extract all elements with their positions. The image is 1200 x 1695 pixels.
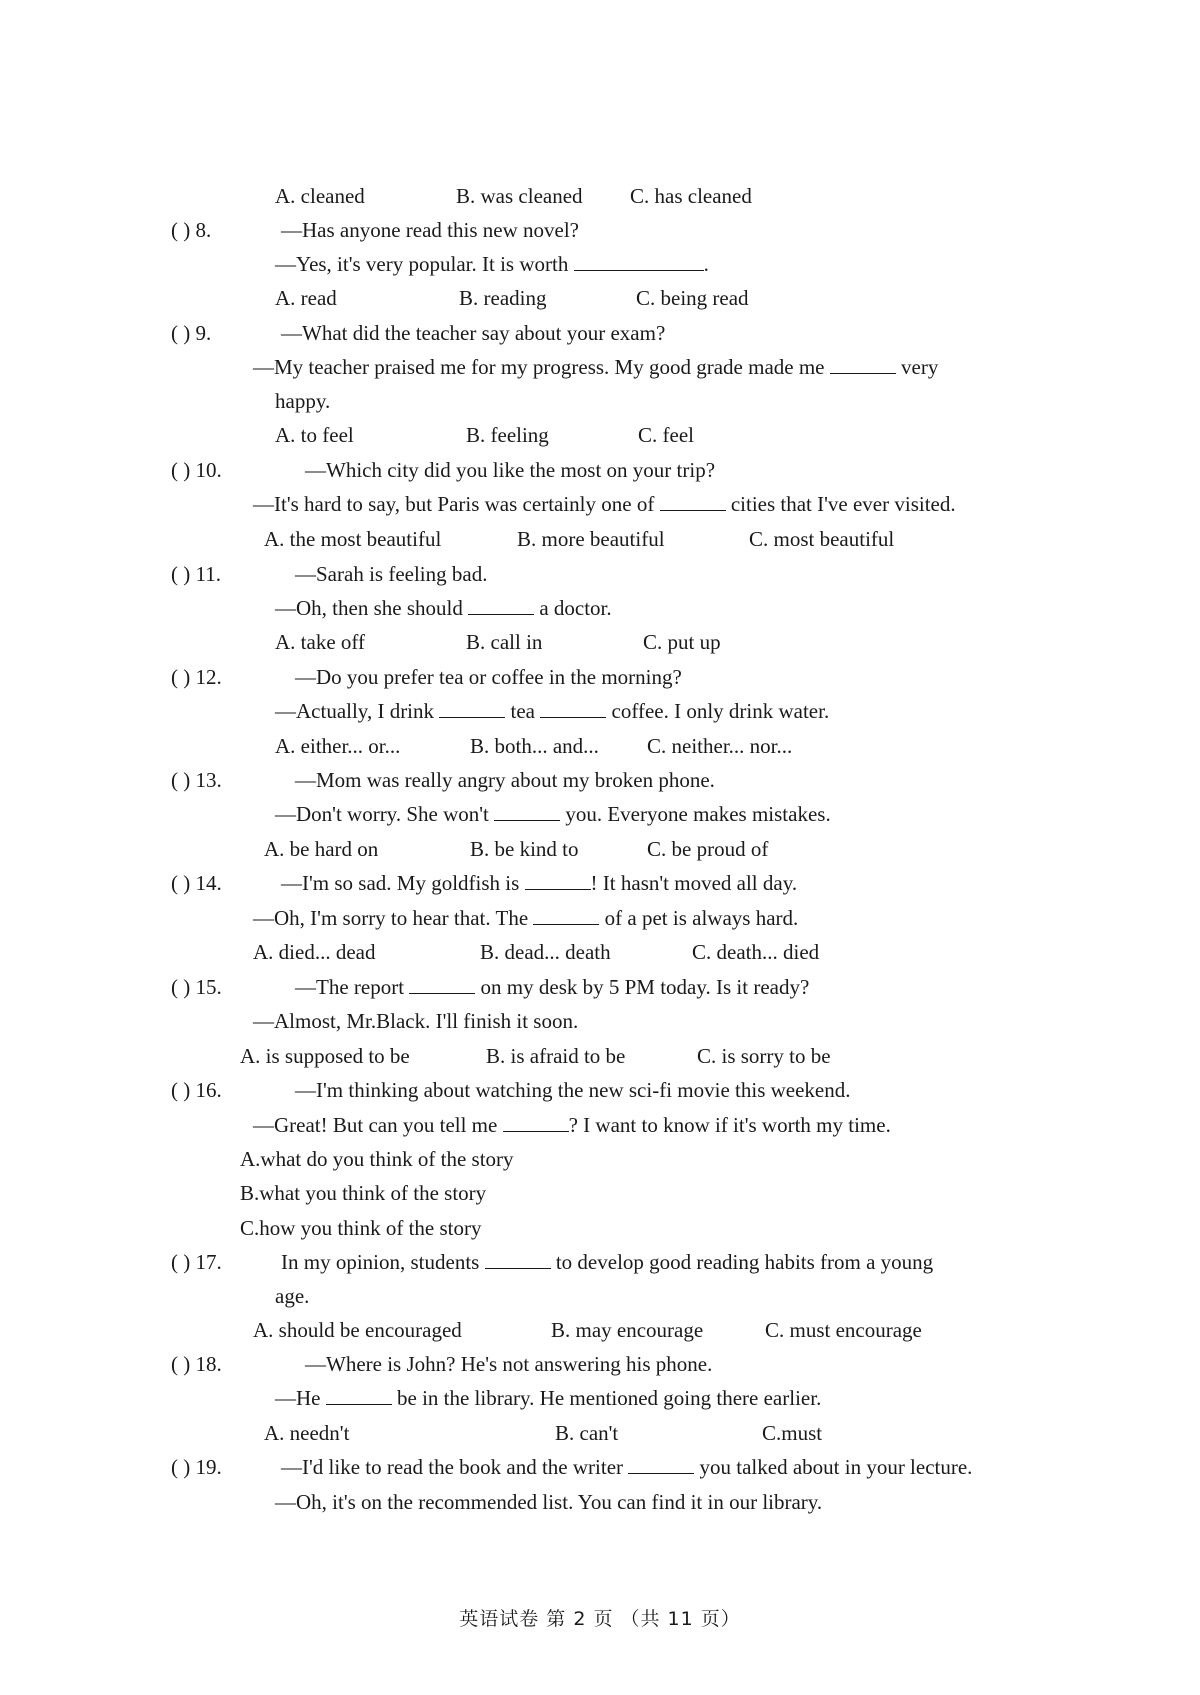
q12-prompt: —Do you prefer tea or coffee in the morning? bbox=[295, 665, 682, 689]
q14-prompt-end: ! It hasn't moved all day. bbox=[590, 871, 798, 895]
q10-reply bbox=[253, 492, 956, 516]
q18-number: ( ) 18. bbox=[171, 1352, 222, 1376]
q19-blank bbox=[628, 1455, 694, 1474]
q17-prompt-end: to develop good reading habits from a young bbox=[555, 1250, 934, 1274]
q16-option-c: C.how you think of the story bbox=[240, 1216, 482, 1240]
q16-number: ( ) 16. bbox=[171, 1078, 222, 1102]
q8-prompt: —Has anyone read this new novel? bbox=[281, 218, 579, 242]
q11-reply-end: a doctor. bbox=[539, 596, 612, 620]
q9-reply-text: —My teacher praised me for my progress. My good grade made me bbox=[253, 355, 825, 379]
q16-blank bbox=[503, 1113, 569, 1132]
q16-reply-end: ? I want to know if it's worth my time. bbox=[568, 1113, 891, 1137]
q11-reply-text: —Oh, then she should bbox=[275, 596, 463, 620]
q16-option-b: B.what you think of the story bbox=[240, 1181, 487, 1205]
q12-option-c: C. neither... nor... bbox=[647, 734, 793, 758]
q9-blank bbox=[830, 355, 896, 374]
q12-reply-end: coffee. I only drink water. bbox=[611, 699, 830, 723]
q17-prompt-continued: age. bbox=[275, 1284, 310, 1308]
q19-prompt-text: —I'd like to read the book and the writer bbox=[281, 1455, 624, 1479]
q18-reply bbox=[275, 1386, 821, 1410]
q13-reply-text: —Don't worry. She won't bbox=[275, 802, 489, 826]
q9-option-a: A. to feel bbox=[275, 423, 354, 447]
q8-reply bbox=[275, 252, 709, 276]
q18-prompt: —Where is John? He's not answering his phone. bbox=[305, 1352, 713, 1376]
q17-number: ( ) 17. bbox=[171, 1250, 222, 1274]
q15-option-b: B. is afraid to be bbox=[486, 1044, 626, 1068]
q12-option-a: A. either... or... bbox=[275, 734, 401, 758]
q15-prompt-end: on my desk by 5 PM today. Is it ready? bbox=[480, 975, 810, 999]
q19-number: ( ) 19. bbox=[171, 1455, 222, 1479]
q14-option-a: A. died... dead bbox=[253, 940, 376, 964]
q14-reply-text: —Oh, I'm sorry to hear that. The bbox=[253, 906, 529, 930]
q13-option-c: C. be proud of bbox=[647, 837, 769, 861]
q17-prompt-text: In my opinion, students bbox=[281, 1250, 480, 1274]
q11-option-c: C. put up bbox=[643, 630, 721, 654]
q19-prompt-end: you talked about in your lecture. bbox=[699, 1455, 973, 1479]
q18-option-b: B. can't bbox=[555, 1421, 619, 1445]
q9-option-c: C. feel bbox=[638, 423, 694, 447]
q18-option-a: A. needn't bbox=[264, 1421, 350, 1445]
q14-reply-end: of a pet is always hard. bbox=[604, 906, 799, 930]
page-footer: 英语试卷 第 2 页 （共 11 页） bbox=[459, 1608, 741, 1630]
q11-prompt: —Sarah is feeling bad. bbox=[295, 562, 488, 586]
q16-option-a: A.what do you think of the story bbox=[240, 1147, 514, 1171]
q11-blank bbox=[468, 596, 534, 615]
q13-prompt: —Mom was really angry about my broken phone. bbox=[295, 768, 715, 792]
q15-number: ( ) 15. bbox=[171, 975, 222, 999]
q15-blank bbox=[409, 975, 475, 994]
q12-blank-1 bbox=[439, 699, 505, 718]
q14-blank-2 bbox=[533, 906, 599, 925]
q15-reply: —Almost, Mr.Black. I'll finish it soon. bbox=[253, 1009, 579, 1033]
q10-option-a: A. the most beautiful bbox=[264, 527, 442, 551]
q10-reply-end: cities that I've ever visited. bbox=[730, 492, 956, 516]
q11-option-b: B. call in bbox=[466, 630, 543, 654]
q18-blank bbox=[326, 1386, 392, 1405]
q13-blank bbox=[494, 802, 560, 821]
q9-prompt: —What did the teacher say about your exam? bbox=[281, 321, 666, 345]
q14-blank-1 bbox=[525, 871, 591, 890]
q17-option-c: C. must encourage bbox=[765, 1318, 922, 1342]
q12-reply-text: —Actually, I drink bbox=[275, 699, 435, 723]
q14-prompt bbox=[281, 871, 797, 895]
q14-prompt-text: —I'm so sad. My goldfish is bbox=[281, 871, 520, 895]
q17-blank bbox=[485, 1250, 551, 1269]
q18-reply-text: —He bbox=[275, 1386, 321, 1410]
q19-prompt bbox=[281, 1455, 972, 1479]
q11-number: ( ) 11. bbox=[171, 562, 221, 586]
q19-reply: —Oh, it's on the recommended list. You can find it in our library. bbox=[275, 1490, 823, 1514]
q7-option-a: A. cleaned bbox=[275, 184, 365, 208]
q16-prompt: —I'm thinking about watching the new sci-fi movie this weekend. bbox=[295, 1078, 851, 1102]
q13-reply bbox=[275, 802, 831, 826]
q12-option-b: B. both... and... bbox=[470, 734, 599, 758]
q15-option-a: A. is supposed to be bbox=[240, 1044, 410, 1068]
q17-prompt bbox=[281, 1250, 933, 1274]
q13-option-b: B. be kind to bbox=[470, 837, 579, 861]
q12-number: ( ) 12. bbox=[171, 665, 222, 689]
q9-number: ( ) 9. bbox=[171, 321, 212, 345]
q12-blank-2 bbox=[540, 699, 606, 718]
q15-prompt-text: —The report bbox=[295, 975, 405, 999]
q13-number: ( ) 13. bbox=[171, 768, 222, 792]
q7-option-b: B. was cleaned bbox=[456, 184, 583, 208]
q8-option-c: C. being read bbox=[636, 286, 749, 310]
q10-option-c: C. most beautiful bbox=[749, 527, 895, 551]
q8-blank bbox=[574, 252, 704, 271]
q9-option-b: B. feeling bbox=[466, 423, 549, 447]
q13-reply-end: you. Everyone makes mistakes. bbox=[565, 802, 831, 826]
q17-option-b: B. may encourage bbox=[551, 1318, 704, 1342]
q15-prompt bbox=[295, 975, 809, 999]
q9-reply bbox=[253, 355, 938, 379]
q9-reply-continued: happy. bbox=[275, 389, 331, 413]
q8-reply-end: . bbox=[703, 252, 709, 276]
q16-reply bbox=[253, 1113, 891, 1137]
q10-blank bbox=[660, 492, 726, 511]
q8-option-b: B. reading bbox=[459, 286, 547, 310]
q7-option-c: C. has cleaned bbox=[630, 184, 752, 208]
q11-reply bbox=[275, 596, 612, 620]
q10-reply-text: —It's hard to say, but Paris was certainly one of bbox=[253, 492, 655, 516]
q10-prompt: —Which city did you like the most on your trip? bbox=[305, 458, 716, 482]
q8-number: ( ) 8. bbox=[171, 218, 212, 242]
q14-option-b: B. dead... death bbox=[480, 940, 611, 964]
q12-reply-mid: tea bbox=[510, 699, 536, 723]
q18-reply-end: be in the library. He mentioned going there earlier. bbox=[397, 1386, 822, 1410]
q8-option-a: A. read bbox=[275, 286, 337, 310]
q14-reply bbox=[253, 906, 798, 930]
q17-option-a: A. should be encouraged bbox=[253, 1318, 462, 1342]
q14-option-c: C. death... died bbox=[692, 940, 820, 964]
q14-number: ( ) 14. bbox=[171, 871, 222, 895]
q9-reply-end: very bbox=[901, 355, 939, 379]
q8-reply-text: —Yes, it's very popular. It is worth bbox=[275, 252, 569, 276]
q10-option-b: B. more beautiful bbox=[517, 527, 665, 551]
q13-option-a: A. be hard on bbox=[264, 837, 379, 861]
q15-option-c: C. is sorry to be bbox=[697, 1044, 831, 1068]
q12-reply bbox=[275, 699, 829, 723]
q10-number: ( ) 10. bbox=[171, 458, 222, 482]
q18-option-c: C.must bbox=[762, 1421, 823, 1445]
q11-option-a: A. take off bbox=[275, 630, 365, 654]
q16-reply-text: —Great! But can you tell me bbox=[253, 1113, 498, 1137]
